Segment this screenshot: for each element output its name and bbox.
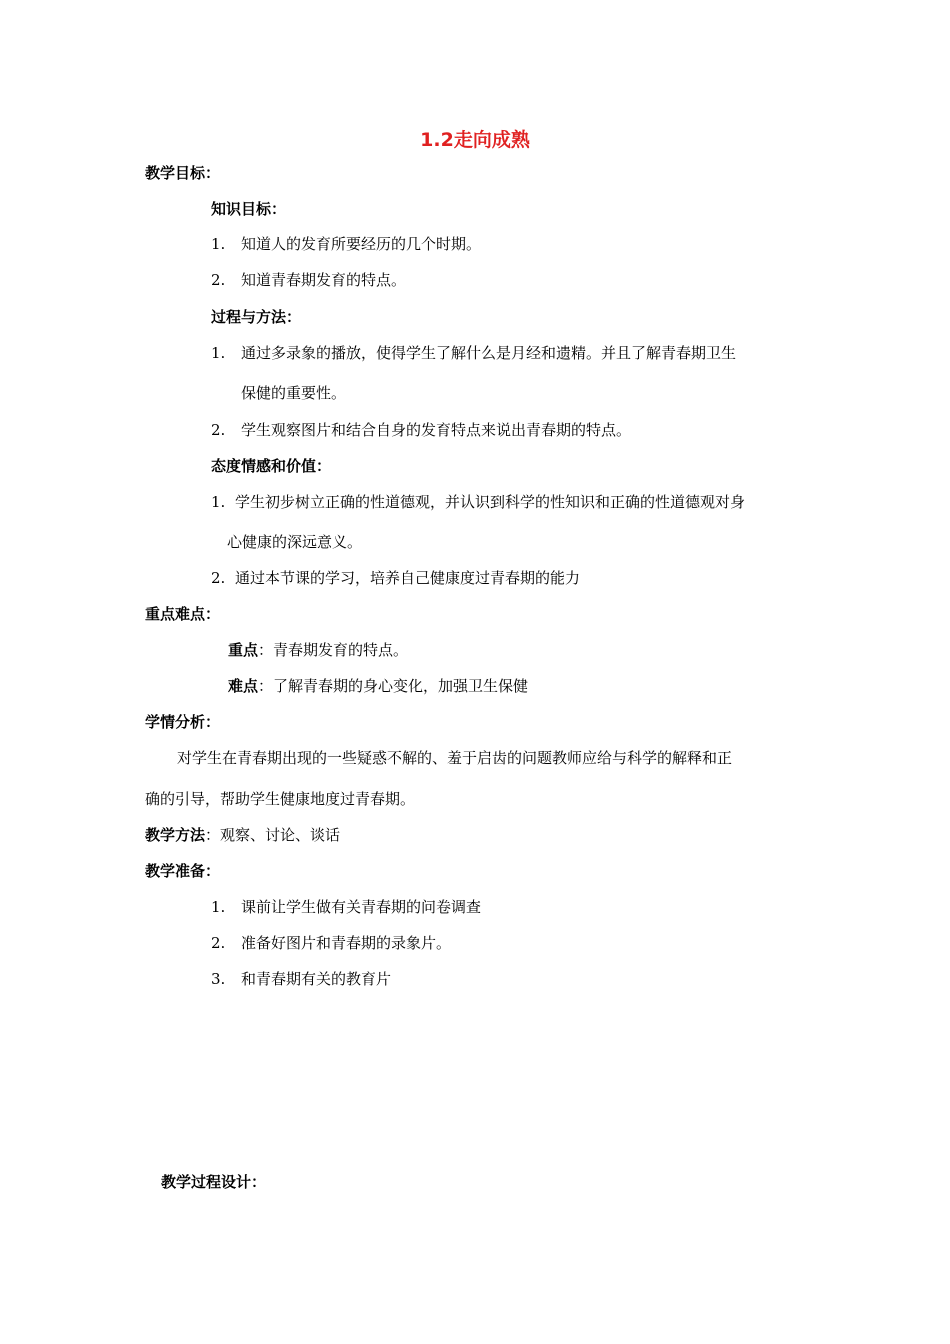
method-text: ：观察、讨论、谈话 xyxy=(205,826,341,844)
knowledge-item xyxy=(211,270,406,290)
difficult-point-label: 难点 xyxy=(228,677,259,695)
item-text: 知道青春期发育的特点。 xyxy=(241,271,407,289)
attitude-heading: 态度情感和价值： xyxy=(211,457,332,475)
item-number: 2. xyxy=(211,421,226,439)
knowledge-heading: 知识目标： xyxy=(211,200,287,218)
process-item xyxy=(211,420,631,440)
item-text: 学生观察图片和结合自身的发育特点来说出青春期的特点。 xyxy=(241,421,632,439)
key-point-text: ：青春期发育的特点。 xyxy=(258,641,409,659)
item-text: 通过多录象的播放，使得学生了解什么是月经和遗精。并且了解青春期卫生 xyxy=(241,344,737,362)
item-number: 2. xyxy=(211,569,226,587)
process-item xyxy=(211,343,736,363)
item-text: 准备好图片和青春期的录象片。 xyxy=(241,934,452,952)
process-heading: 过程与方法： xyxy=(211,308,302,326)
difficult-point-line xyxy=(228,676,528,696)
method-line xyxy=(145,825,340,845)
design-heading: 教学过程设计： xyxy=(161,1173,267,1191)
key-points-heading: 重点难点： xyxy=(145,605,221,623)
prep-item xyxy=(211,933,451,953)
item-text: 知道人的发育所要经历的几个时期。 xyxy=(241,235,482,253)
method-heading: 教学方法 xyxy=(145,826,206,844)
item-number: 1. xyxy=(211,898,226,916)
attitude-item-continuation: 心健康的深远意义。 xyxy=(227,533,363,551)
analysis-heading: 学情分析： xyxy=(145,713,221,731)
attitude-item xyxy=(211,492,745,512)
item-number: 2. xyxy=(211,271,226,289)
attitude-item xyxy=(211,568,580,588)
objectives-heading: 教学目标： xyxy=(145,164,221,182)
key-point-label: 重点 xyxy=(228,641,259,659)
item-text: 和青春期有关的教育片 xyxy=(241,970,392,988)
item-text: 学生初步树立正确的性道德观，并认识到科学的性知识和正确的性道德观对身 xyxy=(235,493,746,511)
prep-item xyxy=(211,897,481,917)
item-number: 1. xyxy=(211,235,226,253)
knowledge-item xyxy=(211,234,481,254)
difficult-point-text: ：了解青春期的身心变化，加强卫生保健 xyxy=(258,677,529,695)
item-text: 通过本节课的学习，培养自己健康度过青春期的能力 xyxy=(235,569,581,587)
key-point-line xyxy=(228,640,408,660)
item-number: 3. xyxy=(211,970,226,988)
item-number: 2. xyxy=(211,934,226,952)
prep-heading: 教学准备： xyxy=(145,862,221,880)
prep-item xyxy=(211,969,391,989)
process-item-continuation: 保健的重要性。 xyxy=(241,384,347,402)
analysis-paragraph-line: 确的引导，帮助学生健康地度过青春期。 xyxy=(145,790,416,808)
item-number: 1. xyxy=(211,344,226,362)
item-text: 课前让学生做有关青春期的问卷调查 xyxy=(241,898,482,916)
page-title: 1.2走向成熟 xyxy=(420,129,530,151)
analysis-paragraph-line: 对学生在青春期出现的一些疑惑不解的、羞于启齿的问题教师应给与科学的解释和正 xyxy=(177,749,733,767)
item-number: 1. xyxy=(211,493,226,511)
